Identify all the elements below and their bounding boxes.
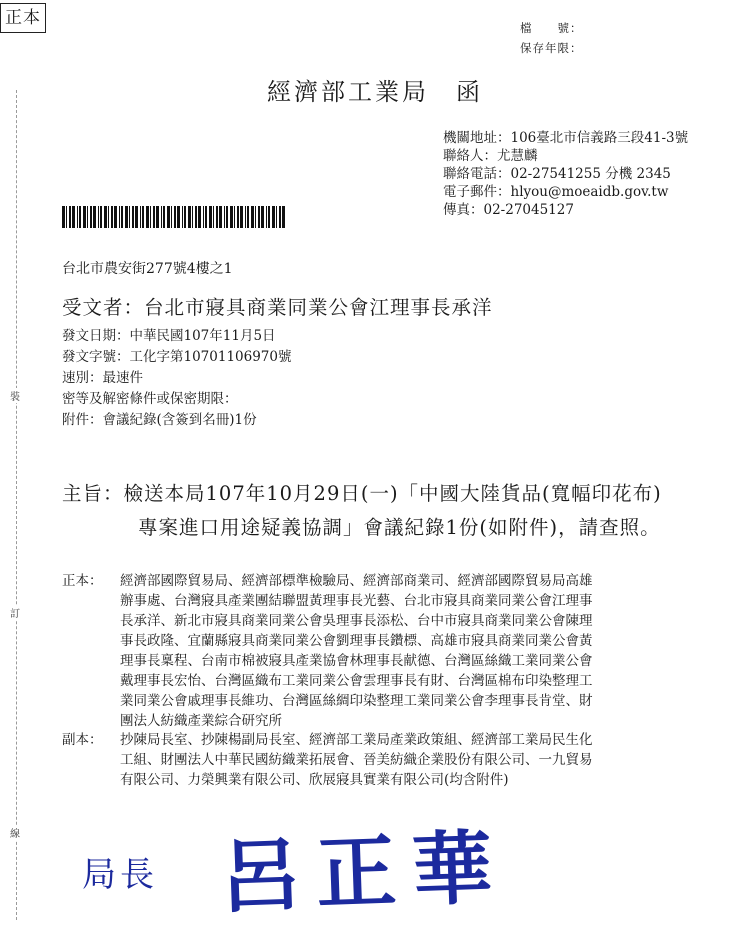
original-recipients-line: 團法人紡織產業綜合研究所 — [120, 713, 282, 729]
binding-mark-ding: 訂 — [10, 605, 20, 620]
copy-recipients-label: 副本： — [62, 732, 103, 748]
recipient: 受文者：台北市寢具商業同業公會江理事長承洋 — [62, 296, 493, 319]
original-recipients-line: 長承洋、新北市寢具商業同業公會吳理事長添松、台中市寢具商業同業公會陳理 — [120, 613, 593, 629]
original-recipients-line: 戴理事長宏怡、台灣區織布工業同業公會雲理事長有財、台灣區棉布印染整理工 — [120, 673, 593, 689]
issue-date: 發文日期：中華民國107年11月5日 — [62, 328, 276, 344]
copy-recipients-line: 工組、財團法人中華民國紡織業拓展會、晉美紡織企業股份有限公司、一九貿易 — [120, 752, 593, 768]
contact-phone: 聯絡電話：02-27541255 分機 2345 — [443, 166, 671, 182]
original-copy-stamp: 正本 — [0, 3, 46, 33]
file-number-label: 檔 號： — [520, 21, 583, 35]
original-recipients-label: 正本： — [62, 573, 103, 589]
document-number: 發文字號：工化字第10701106970號 — [62, 349, 292, 365]
agency-address: 機關地址：106臺北市信義路三段41-3號 — [443, 130, 689, 146]
copy-recipients-line: 有限公司、力榮興業有限公司、欣展寢具實業有限公司(均含附件) — [120, 772, 509, 788]
contact-person: 聯絡人：尤慧麟 — [443, 148, 538, 164]
original-recipients-line: 辦事處、台灣寢具產業團結聯盟黃理事長光藝、台北市寢具商業同業公會江理事 — [120, 593, 593, 609]
signature-title: 局長 — [82, 855, 158, 895]
original-recipients-line: 理事長稟程、台南市棉被寢具產業協會林理事長献德、台灣區絲織工業同業公會 — [120, 653, 593, 669]
contact-fax: 傳真：02-27045127 — [443, 202, 574, 218]
original-recipients-line: 業同業公會戚理事長維功、台灣區絲綢印染整理工業同業公會李理事長肯堂、財 — [120, 693, 593, 709]
subject-line-1: 主旨：檢送本局107年10月29日(一)「中國大陸貨品(寬幅印花布) — [62, 482, 662, 505]
retention-period-label: 保存年限： — [520, 41, 583, 55]
binding-margin-line — [16, 90, 17, 920]
binding-mark-xian: 線 — [10, 825, 20, 840]
binding-mark-zhuang: 裝 — [10, 388, 20, 403]
attachment: 附件：會議紀錄(含簽到名冊)1份 — [62, 412, 257, 428]
subject-line-2: 專案進口用途疑義協調」會議紀錄1份(如附件)，請查照。 — [138, 516, 661, 539]
contact-email: 電子郵件：hlyou@moeaidb.gov.tw — [443, 184, 669, 200]
signature-name: 呂正華 — [218, 819, 510, 924]
barcode — [62, 206, 288, 228]
original-recipients-line: 事長政隆、宜蘭縣寢具商業同業公會劉理事長鑽標、高雄市寢具商業同業公會黃 — [120, 633, 593, 649]
security-level: 密等及解密條件或保密期限： — [62, 391, 238, 407]
copy-recipients-line: 抄陳局長室、抄陳楊副局長室、經濟部工業局產業政策組、經濟部工業局民生化 — [120, 732, 593, 748]
delivery-speed: 速別：最速件 — [62, 370, 143, 386]
mailing-address: 台北市農安街277號4樓之1 — [62, 261, 233, 277]
original-recipients-line: 經濟部國際貿易局、經濟部標準檢驗局、經濟部商業司、經濟部國際貿易局高雄 — [120, 573, 593, 589]
document-title: 經濟部工業局 函 — [267, 78, 483, 106]
